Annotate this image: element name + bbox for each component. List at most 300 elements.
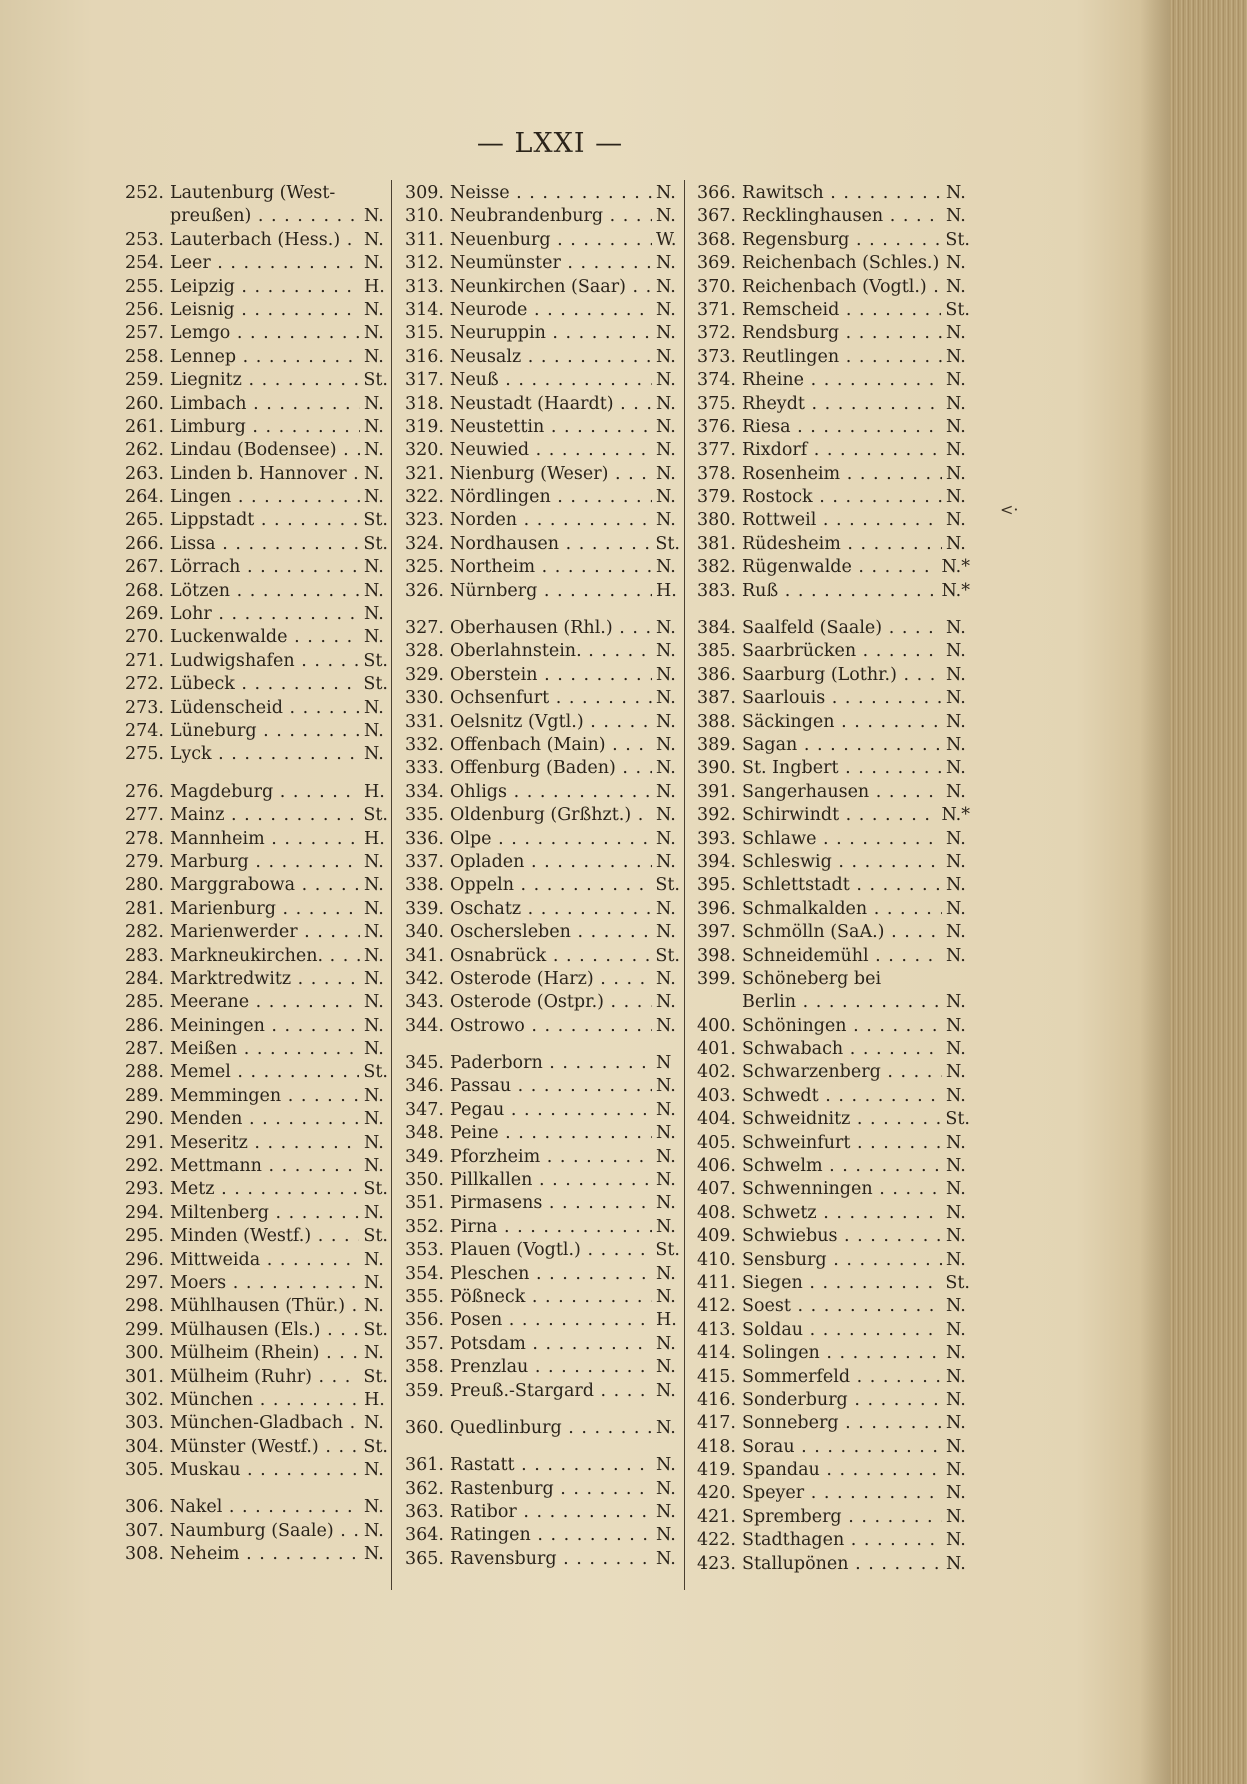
entry-name: Neusalz . . . — [450, 346, 652, 369]
list-item — [118, 1108, 388, 1131]
entry-code: N. — [946, 1319, 966, 1340]
entry-number: 284. — [125, 968, 164, 989]
page-edge — [1170, 0, 1247, 1784]
entry-name: Pillkallen . . . — [450, 1169, 652, 1192]
entry-number: 395. — [697, 875, 736, 896]
entry-name: Ruß . . . — [742, 580, 937, 603]
entry-name: Rastenburg . . . — [450, 1478, 652, 1501]
entry-name: Memmingen . . . — [170, 1085, 360, 1108]
entry-number: 304. — [125, 1436, 164, 1457]
entry-number: 421. — [697, 1506, 736, 1527]
entry-name: Schwenningen . . . — [742, 1178, 942, 1201]
entry-code: N. — [946, 1156, 966, 1177]
entry-code: N. — [946, 463, 966, 484]
entry-number: 417. — [697, 1413, 736, 1434]
list-item — [690, 828, 970, 851]
entry-code: N. — [656, 1525, 676, 1546]
entry-code: N. — [946, 1530, 966, 1551]
entry-code: N. — [656, 711, 676, 732]
list-item — [398, 945, 680, 968]
list-item — [690, 1389, 970, 1412]
entry-code: N. — [946, 1483, 966, 1504]
entry-name: Olpe . . . — [450, 828, 652, 851]
entry-number: 405. — [697, 1132, 736, 1153]
column-2 — [398, 182, 680, 1571]
entry-name: Siegen . . . — [742, 1272, 941, 1295]
entry-number: 403. — [697, 1085, 736, 1106]
entry-number: 369. — [697, 253, 736, 274]
entry-name: Lüdenscheid . . . — [170, 697, 360, 720]
entry-name: Posen . . . — [450, 1309, 652, 1332]
list-item — [118, 205, 388, 228]
list-item — [118, 1015, 388, 1038]
list-item — [118, 580, 388, 603]
entry-code: N. — [364, 627, 384, 648]
entry-code: N. — [656, 1170, 676, 1191]
entry-name: Mülhausen (Els.) . . . — [170, 1319, 359, 1342]
entry-name: Rendsburg . . . — [742, 322, 942, 345]
entry-code: N. — [364, 1520, 384, 1541]
entry-name: Potsdam . . . — [450, 1333, 652, 1356]
list-item — [690, 439, 970, 462]
entry-code: H. — [364, 828, 385, 849]
entry-name: Pirmasens . . . — [450, 1192, 652, 1215]
entry-code: N. — [656, 992, 676, 1013]
entry-code: N. — [656, 1478, 676, 1499]
entry-name: Lohr . . . — [170, 603, 360, 626]
entry-number: 267. — [125, 557, 164, 578]
entry-name: Schlawe . . . — [742, 828, 942, 851]
entry-code: N. — [946, 1062, 966, 1083]
list-item — [398, 1309, 680, 1332]
entry-name: Lüneburg . . . — [170, 720, 360, 743]
list-item — [398, 640, 680, 663]
entry-name: Regensburg . . . — [742, 229, 941, 252]
list-item — [398, 439, 680, 462]
list-item — [398, 509, 680, 532]
list-item — [398, 1099, 680, 1122]
entry-number: 388. — [697, 711, 736, 732]
entry-name: Sagan . . . — [742, 734, 942, 757]
list-item — [118, 322, 388, 345]
entry-number: 391. — [697, 781, 736, 802]
list-item — [690, 874, 970, 897]
entry-name: Pirna . . . — [450, 1216, 652, 1239]
list-item — [690, 229, 970, 252]
entry-number: 321. — [405, 463, 444, 484]
entry-code: N. — [656, 1263, 676, 1284]
list-item — [118, 509, 388, 532]
entry-number: 286. — [125, 1015, 164, 1036]
entry-code: N. — [656, 1333, 676, 1354]
entry-code: N. — [946, 828, 966, 849]
entry-number: 357. — [405, 1333, 444, 1354]
entry-number: 252. — [125, 183, 164, 203]
entry-code: H. — [656, 580, 677, 601]
entry-name: Osnabrück . . . — [450, 945, 651, 968]
entry-number: 387. — [697, 688, 736, 709]
entry-code: N. — [946, 758, 966, 779]
entry-name: Neheim . . . — [170, 1543, 360, 1566]
entry-name: Neustettin . . . — [450, 416, 652, 439]
entry-number: 313. — [405, 276, 444, 297]
list-item — [690, 1459, 970, 1482]
entry-number: 328. — [405, 641, 444, 662]
entry-name: Neurode . . . — [450, 299, 652, 322]
entry-code: N. — [656, 1380, 676, 1401]
entry-code: St. — [655, 1240, 680, 1261]
entry-number: 283. — [125, 945, 164, 966]
list-item — [118, 851, 388, 874]
entry-number: 307. — [125, 1520, 164, 1541]
entry-name: Oppeln . . . — [450, 874, 651, 897]
entry-name: Schneidemühl . . . — [742, 945, 942, 968]
list-item — [690, 1178, 970, 1201]
entry-number: 296. — [125, 1249, 164, 1270]
list-item — [690, 898, 970, 921]
entry-name: Oschatz . . . — [450, 898, 652, 921]
entry-code: N.* — [941, 580, 970, 601]
entry-name: Mittweida . . . — [170, 1249, 360, 1272]
entry-name: Lörrach . . . — [170, 556, 360, 579]
entry-name: Berlin . . . — [742, 991, 942, 1014]
entry-name: Lennep . . . — [170, 346, 360, 369]
entry-name: Schmölln (SaA.) . . . — [742, 921, 942, 944]
entry-code: N. — [946, 1506, 966, 1527]
entry-number — [118, 205, 170, 228]
entry-number: 335. — [405, 805, 444, 826]
list-item — [398, 205, 680, 228]
list-item — [398, 851, 680, 874]
list-item — [690, 463, 970, 486]
list-item — [118, 697, 388, 720]
entry-name: Schöneberg bei — [742, 968, 882, 989]
entry-name: Mettmann . . . — [170, 1155, 360, 1178]
entry-number: 291. — [125, 1132, 164, 1153]
entry-name: Leer . . . — [170, 252, 360, 275]
list-item — [690, 1319, 970, 1342]
entry-code: N. — [946, 1202, 966, 1223]
list-item — [398, 580, 680, 603]
entry-name: Metz . . . — [170, 1178, 359, 1201]
entry-name: Meerane . . . — [170, 991, 360, 1014]
entry-number: 373. — [697, 346, 736, 367]
entry-number: 392. — [697, 805, 736, 826]
entry-code: H. — [364, 1389, 385, 1410]
entry-name: Schwelm . . . — [742, 1155, 942, 1178]
entry-number: 332. — [405, 734, 444, 755]
entry-name: Rosenheim . . . — [742, 463, 942, 486]
list-item — [118, 486, 388, 509]
entry-code: W. — [656, 229, 677, 250]
entry-number: 393. — [697, 828, 736, 849]
entry-code: N.* — [941, 805, 970, 826]
entry-code: N. — [946, 1460, 966, 1481]
list-item — [118, 556, 388, 579]
entry-name: Neustadt (Haardt) . . . — [450, 393, 652, 416]
list-item — [398, 533, 680, 556]
list-item — [118, 439, 388, 462]
list-item — [118, 673, 388, 696]
list-item — [118, 804, 388, 827]
list-item — [398, 416, 680, 439]
entry-name: Oschersleben . . . — [450, 921, 652, 944]
entry-code: N. — [656, 1076, 676, 1097]
entry-name: Mülheim (Rhein) . . . — [170, 1342, 360, 1365]
entry-number: 343. — [405, 992, 444, 1013]
entry-code: N. — [946, 510, 966, 531]
entry-name: Marienburg . . . — [170, 898, 360, 921]
entry-name: Saarburg (Lothr.) . . . — [742, 664, 942, 687]
entry-name: Menden . . . — [170, 1108, 360, 1131]
entry-code: St. — [655, 945, 680, 966]
entry-name: Neumünster . . . — [450, 252, 652, 275]
entry-code: N. — [656, 510, 676, 531]
entry-number: 376. — [697, 416, 736, 437]
entry-number: 355. — [405, 1286, 444, 1307]
entry-number: 401. — [697, 1039, 736, 1060]
list-item — [690, 1295, 970, 1318]
list-item — [118, 1132, 388, 1155]
entry-number: 287. — [125, 1039, 164, 1060]
entry-number: 397. — [697, 922, 736, 943]
entry-number: 279. — [125, 851, 164, 872]
entry-code: N. — [364, 720, 384, 741]
entry-name: Lyck . . . — [170, 743, 360, 766]
entry-number: 414. — [697, 1343, 736, 1364]
entry-code: N. — [946, 393, 966, 414]
entry-code: N. — [946, 922, 966, 943]
list-item — [690, 1132, 970, 1155]
list-item — [690, 1412, 970, 1435]
entry-code: N. — [946, 945, 966, 966]
entry-code: N. — [656, 1357, 676, 1378]
entry-number: 281. — [125, 898, 164, 919]
entry-code: N. — [364, 393, 384, 414]
entry-name: Sangerhausen . . . — [742, 781, 942, 804]
entry-name: Neuruppin . . . — [450, 322, 652, 345]
list-item — [398, 556, 680, 579]
entry-number: 325. — [405, 557, 444, 578]
list-item — [690, 711, 970, 734]
entry-code: N. — [364, 945, 384, 966]
entry-code: N. — [656, 557, 676, 578]
list-item — [118, 229, 388, 252]
entry-number: 259. — [125, 370, 164, 391]
entry-number: 293. — [125, 1179, 164, 1200]
entry-name: Lippstadt . . . — [170, 509, 359, 532]
entry-name: St. Ingbert . . . — [742, 757, 942, 780]
list-item — [118, 1520, 388, 1543]
entry-name: Muskau . . . — [170, 1459, 360, 1482]
entry-name: Oelsnitz (Vgtl.) . . . — [450, 711, 652, 734]
list-item — [118, 1178, 388, 1201]
entry-code: N. — [656, 1286, 676, 1307]
entry-number: 353. — [405, 1240, 444, 1261]
entry-number: 294. — [125, 1202, 164, 1223]
entry-number: 408. — [697, 1202, 736, 1223]
list-item — [398, 1216, 680, 1239]
list-item — [118, 945, 388, 968]
entry-name: Schweidnitz . . . — [742, 1108, 941, 1131]
entry-number: 377. — [697, 440, 736, 461]
entry-code: N. — [364, 968, 384, 989]
entry-number: 256. — [125, 299, 164, 320]
list-item — [690, 416, 970, 439]
list-item — [398, 991, 680, 1014]
section-gap — [398, 1038, 680, 1052]
entry-code: N. — [364, 1202, 384, 1223]
entry-code: N. — [364, 487, 384, 508]
list-item — [118, 921, 388, 944]
entry-code: N. — [946, 253, 966, 274]
entry-number: 292. — [125, 1156, 164, 1177]
entry-number: 319. — [405, 416, 444, 437]
entry-name: Reutlingen . . . — [742, 346, 942, 369]
entry-code: N. — [656, 781, 676, 802]
entry-code: N. — [656, 1502, 676, 1523]
entry-number: 262. — [125, 440, 164, 461]
entry-number: 416. — [697, 1389, 736, 1410]
entry-number: 311. — [405, 229, 444, 250]
entry-name: Reichenbach (Vogtl.) . . . — [742, 276, 942, 299]
entry-number: 282. — [125, 922, 164, 943]
entry-name: Northeim . . . — [450, 556, 652, 579]
entry-code: N. — [656, 805, 676, 826]
list-item — [690, 1085, 970, 1108]
entry-code: N. — [946, 875, 966, 896]
list-item — [398, 1052, 680, 1075]
list-item — [398, 921, 680, 944]
list-item — [690, 921, 970, 944]
list-item — [690, 1529, 970, 1552]
entry-name: Linden b. Hannover . . . — [170, 463, 360, 486]
entry-number: 348. — [405, 1123, 444, 1144]
list-item — [118, 182, 388, 205]
entry-code: N. — [946, 898, 966, 919]
entry-code: N. — [946, 1413, 966, 1434]
entry-number: 334. — [405, 781, 444, 802]
entry-number: 280. — [125, 875, 164, 896]
entry-number: 297. — [125, 1272, 164, 1293]
entry-name: Magdeburg . . . — [170, 781, 360, 804]
entry-name: Schweinfurt . . . — [742, 1132, 942, 1155]
entry-name: Lübeck . . . — [170, 673, 359, 696]
list-item — [690, 533, 970, 556]
entry-name: Nakel . . . — [170, 1496, 360, 1519]
entry-code: N. — [946, 711, 966, 732]
entry-name: Stadthagen . . . — [742, 1529, 942, 1552]
list-item — [118, 720, 388, 743]
list-item — [118, 1459, 388, 1482]
entry-name: Lautenburg (West- — [170, 183, 336, 203]
entry-code: N. — [946, 618, 966, 639]
entry-name: Neuß . . . — [450, 369, 652, 392]
entry-name: Nienburg (Weser) . . . — [450, 463, 652, 486]
entry-name: Schwabach . . . — [742, 1038, 942, 1061]
entry-code: N. — [656, 851, 676, 872]
entry-number: 385. — [697, 641, 736, 662]
entry-name: Mainz . . . — [170, 804, 359, 827]
list-item — [690, 617, 970, 640]
list-item — [690, 1342, 970, 1365]
entry-name: Mannheim . . . — [170, 828, 360, 851]
entry-name: Marienwerder . . . — [170, 921, 360, 944]
entry-number: 372. — [697, 323, 736, 344]
list-item — [118, 781, 388, 804]
list-item — [398, 276, 680, 299]
list-item — [118, 299, 388, 322]
entry-number: 316. — [405, 346, 444, 367]
entry-code: St. — [945, 299, 970, 320]
list-item — [118, 1249, 388, 1272]
entry-code: N. — [364, 557, 384, 578]
entry-name: Sensburg . . . — [742, 1249, 942, 1272]
list-item — [118, 603, 388, 626]
entry-code: H. — [364, 781, 385, 802]
entry-number: 253. — [125, 229, 164, 250]
entry-number: 350. — [405, 1170, 444, 1191]
entry-number: 331. — [405, 711, 444, 732]
entry-name: Oberlahnstein. . . . — [450, 640, 652, 663]
list-item — [398, 1380, 680, 1403]
entry-code: N. — [946, 533, 966, 554]
entry-name: Schwarzenberg . . . — [742, 1061, 942, 1084]
entry-code: St. — [945, 1109, 970, 1130]
list-item — [690, 1366, 970, 1389]
list-item — [690, 1225, 970, 1248]
entry-number: 346. — [405, 1076, 444, 1097]
entry-name: Minden (Westf.) . . . — [170, 1225, 359, 1248]
list-item — [690, 393, 970, 416]
list-item — [118, 346, 388, 369]
entry-number: 301. — [125, 1366, 164, 1387]
entry-name: Liegnitz . . . — [170, 369, 359, 392]
list-item — [690, 1108, 970, 1131]
entry-code: N. — [364, 206, 384, 227]
entry-code: N. — [364, 875, 384, 896]
list-item — [690, 369, 970, 392]
entry-number: 370. — [697, 276, 736, 297]
entry-name: Ludwigshafen . . . — [170, 650, 359, 673]
entry-name: Saalfeld (Saale) . . . — [742, 617, 942, 640]
list-item — [690, 1249, 970, 1272]
entry-code: N. — [946, 1039, 966, 1060]
column-rule — [391, 180, 392, 1590]
entry-name: Passau . . . — [450, 1075, 652, 1098]
entry-code: N. — [364, 1544, 384, 1565]
entry-number: 422. — [697, 1530, 736, 1551]
list-item — [398, 757, 680, 780]
entry-name: Oberhausen (Rhl.) . . . — [450, 617, 652, 640]
entry-number: 295. — [125, 1226, 164, 1247]
entry-name: Rawitsch . . . — [742, 182, 942, 205]
entry-name: Rottweil . . . — [742, 509, 942, 532]
entry-number: 374. — [697, 370, 736, 391]
entry-name: Saarbrücken . . . — [742, 640, 942, 663]
margin-mark: <· — [1000, 500, 1019, 519]
entry-code: N. — [946, 1132, 966, 1153]
list-item — [690, 640, 970, 663]
entry-code: N. — [946, 1179, 966, 1200]
entry-number: 384. — [697, 618, 736, 639]
list-item — [118, 743, 388, 766]
entry-number: 399. — [697, 968, 736, 989]
entry-name: Stallupönen . . . — [742, 1553, 942, 1576]
list-item — [118, 1061, 388, 1084]
list-item — [398, 664, 680, 687]
entry-code: N. — [364, 229, 384, 250]
